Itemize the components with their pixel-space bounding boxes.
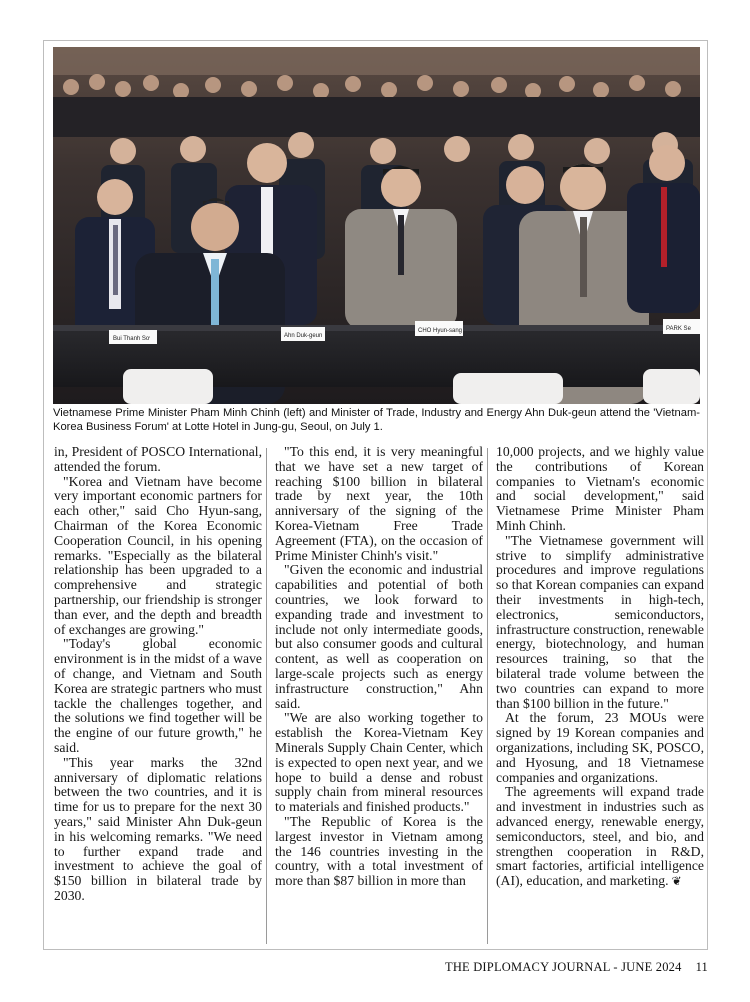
article-paragraph: in, President of POSCO International, attended the forum. xyxy=(54,445,262,474)
article-paragraph: At the forum, 23 MOUs were signed by 19 Korean companies and organizations, including SK, POSCO, and Hyosung, and 18 Vietnamese companies and organizations. xyxy=(496,710,704,785)
article-column-2 xyxy=(275,445,483,945)
article-column-1 xyxy=(54,445,262,945)
page-number: 11 xyxy=(695,960,708,974)
article-paragraph-text: The agreements will expand trade and investment in industries such as advanced energy, renewable energy, semiconductors, steel, and bio, and strengthen cooperation in R&D, smart factories, artificial intelligence (AI), education, and marketing. xyxy=(496,784,704,889)
article-paragraph xyxy=(496,785,704,889)
article-paragraph: "Today's global economic environment is in the midst of a wave of change, and Vietnam and South Korea are strategic partners who must tackle the challenges together, and the solutions we find together will be the engine of our future growth," he said. xyxy=(54,636,262,755)
publication-name: THE DIPLOMACY JOURNAL - JUNE 2024 xyxy=(444,960,682,974)
photo-caption: Vietnamese Prime Minister Pham Minh Chinh (left) and Minister of Trade, Industry and Energy Ahn Duk-geun attend the 'Vietnam-Korea Business Forum' at Lotte Hotel in Jung-gu, Seoul, on July 1. xyxy=(53,407,700,433)
column-divider xyxy=(487,448,488,944)
article-paragraph: 10,000 projects, and we highly value the contributions of Korean companies to Vietnam's economic and social development," said Vietnamese Prime Minister Pham Minh Chinh. xyxy=(496,445,704,533)
nameplate-text: PARK Se xyxy=(666,326,691,332)
page-footer xyxy=(380,960,708,975)
end-mark-icon: ❦ xyxy=(671,874,682,889)
article-paragraph: "The Vietnamese government will strive to simplify administrative procedures and improve regulations so that Korean companies can expand their investments in high-tech, electronics, semiconductors, infrastructure construction, renewable energy, biotechnology, and human resources training, so that the bilateral trade volume between the two countries can expand to more than $100 billion in the future." xyxy=(496,532,704,711)
nameplate-text: Ahn Duk-geun xyxy=(284,333,323,339)
article-paragraph: "Given the economic and industrial capabilities and potential of both countries, we look forward to expanding trade and investment to include not only intermediate goods, but also consumer goods and cultural content, as well as cooperation on large-scale projects such as energy infrastructure construction," Ahn said. xyxy=(275,562,483,711)
nameplate-text: CHO Hyun-sang xyxy=(418,328,463,334)
article-paragraph: "To this end, it is very meaningful that we have set a new target of reaching $100 billion in bilateral trade by next year, the 10th anniversary of the signing of the Korea-Vietnam Free Trade Agreement (FTA), on the occasion of Prime Minister Chinh's visit." xyxy=(275,445,483,563)
event-photo xyxy=(53,47,700,404)
column-divider xyxy=(266,448,267,944)
article-paragraph: "The Republic of Korea is the largest investor in Vietnam among the 146 countries investing in the country, with a total investment of more than $87 billion in more than xyxy=(275,813,483,889)
article-column-3 xyxy=(496,445,704,945)
nameplate-text: Bui Thanh Sơ xyxy=(113,336,150,342)
article-paragraph: "We are also working together to establish the Korea-Vietnam Key Minerals Supply Chain Center, which is expected to open next year, and we hope to build a dense and robust supply chain from mineral resources to materials and finished products." xyxy=(275,710,483,815)
article-paragraph: "This year marks the 32nd anniversary of diplomatic relations between the two countries, and it is time for us to prepare for the next 30 years," said Minister Ahn Duk-geun in his welcoming remarks. "We need to further expand trade and investment to achieve the goal of $150 billion in bilateral trade by 2030. xyxy=(54,754,262,903)
article-paragraph: "Korea and Vietnam have become very important economic partners for each other," said Cho Hyun-sang, Chairman of the Korea Economic Cooperation Council, in his opening remarks. "Especially as the bilateral relationship has been upgraded to a comprehensive and strategic partnership, our friendship is stronger than ever, and the depth and breadth of exchanges are growing." xyxy=(54,473,262,637)
